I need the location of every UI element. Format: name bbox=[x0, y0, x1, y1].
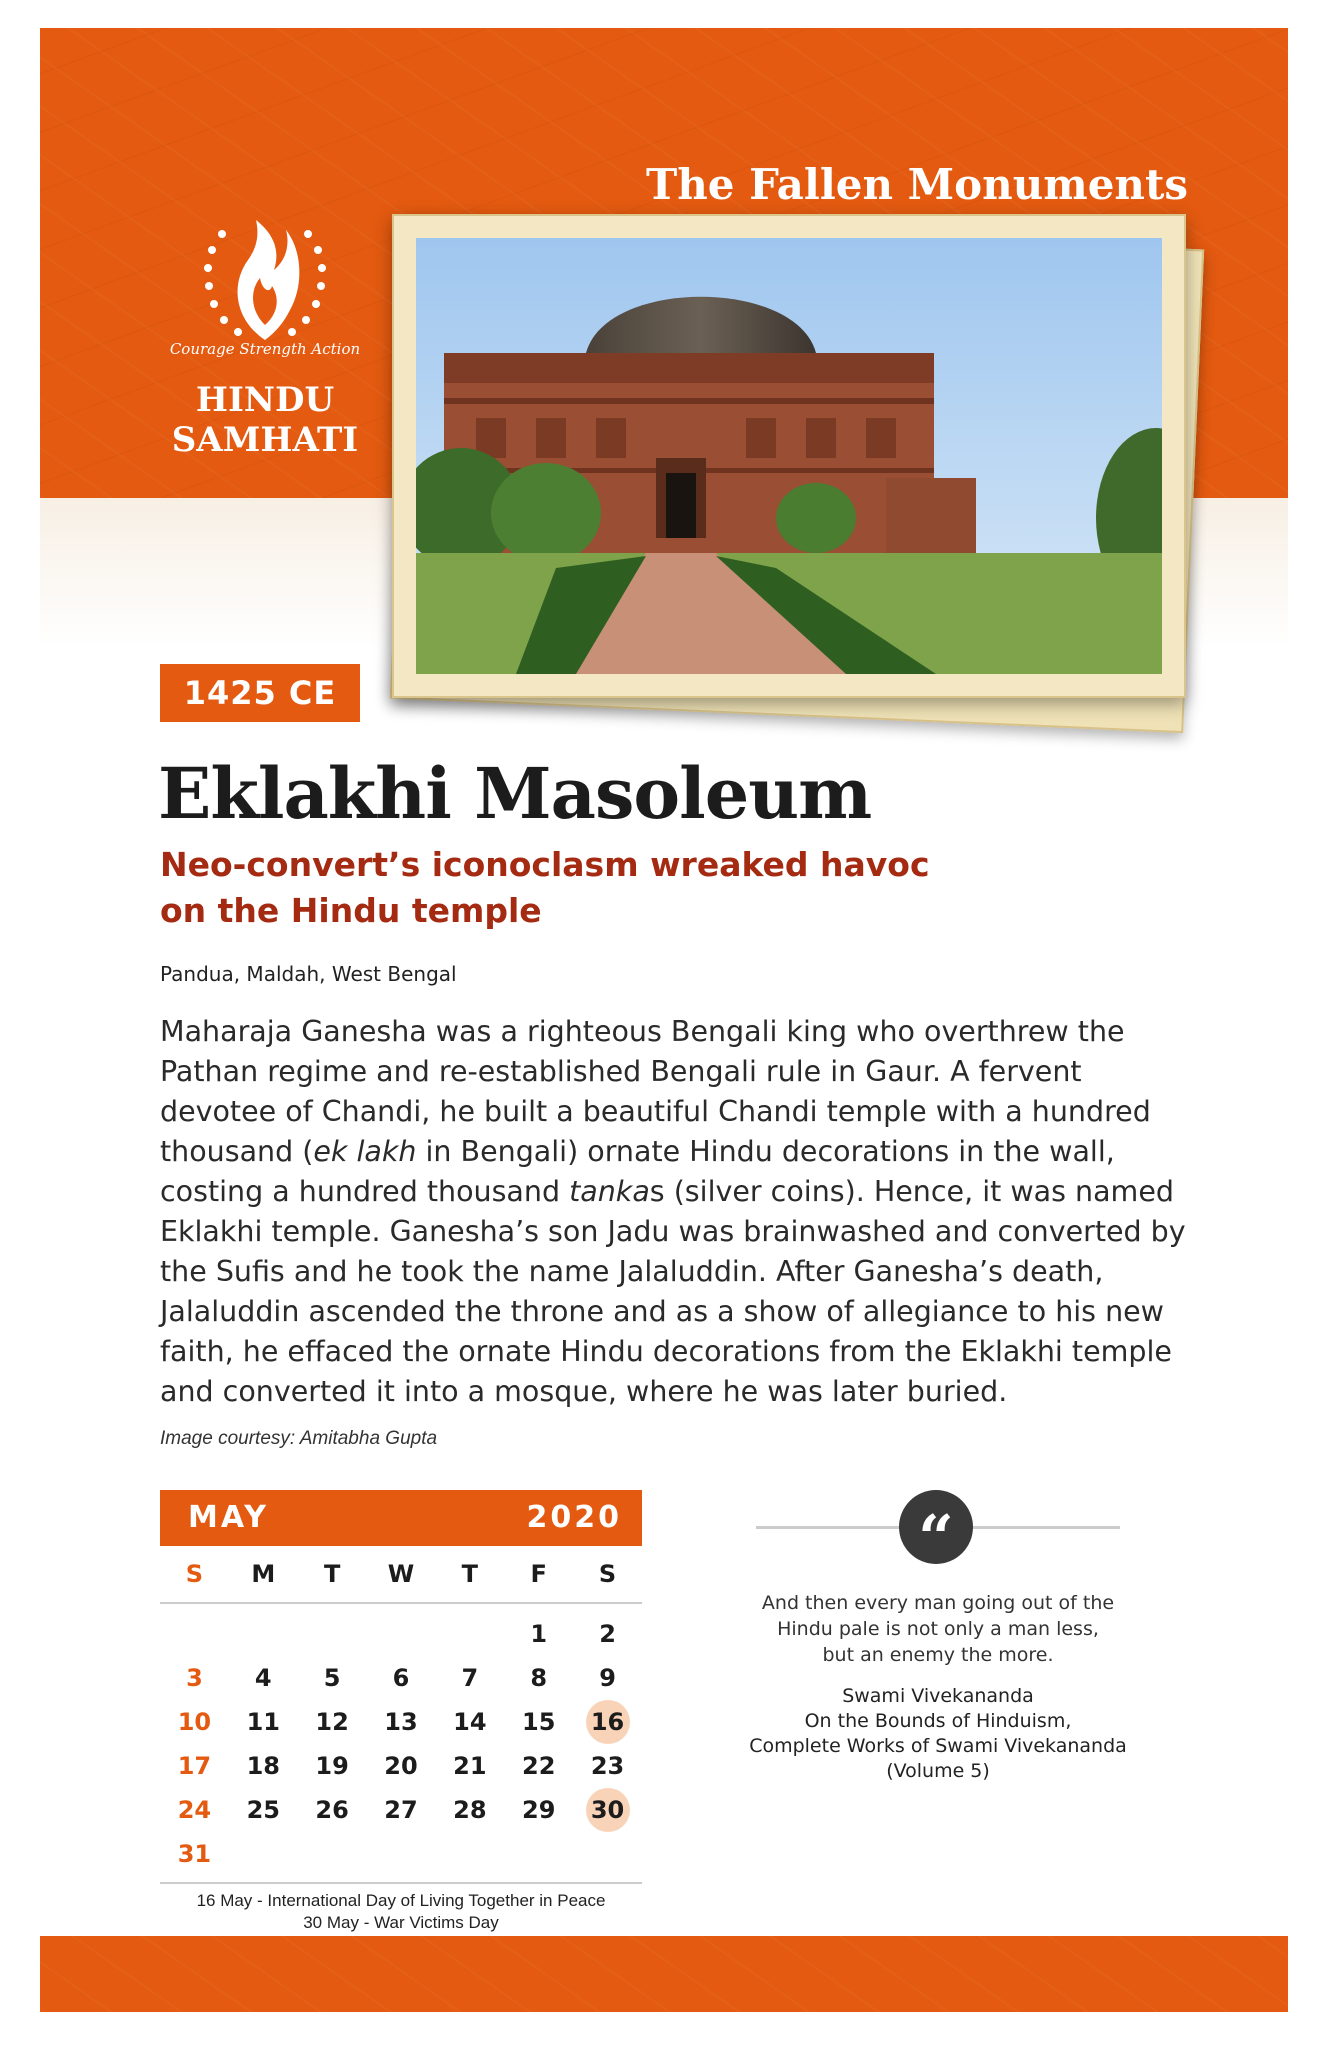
calendar-day: 25 bbox=[246, 1796, 280, 1824]
calendar-day: 6 bbox=[392, 1664, 410, 1692]
calendar-day: 27 bbox=[384, 1796, 418, 1824]
weekday-sunday: S bbox=[185, 1560, 204, 1588]
calendar-day: 8 bbox=[530, 1664, 548, 1692]
body-text-2: in Bengali) ornate Hindu decorations in the wall, costing a hundred thousand bbox=[160, 1135, 1115, 1208]
page-title: Eklakhi Masoleum bbox=[158, 752, 872, 835]
calendar-day: 29 bbox=[522, 1796, 556, 1824]
calendar-day: 17 bbox=[177, 1752, 212, 1780]
weekday-thursday: T bbox=[461, 1560, 479, 1588]
calendar-day: 28 bbox=[453, 1796, 487, 1824]
calendar-day-highlighted bbox=[573, 1788, 642, 1832]
image-courtesy: Image courtesy: Amitabha Gupta bbox=[160, 1428, 438, 1449]
quote-source-1: On the Bounds of Hinduism, bbox=[804, 1710, 1072, 1732]
quote-text bbox=[736, 1590, 1140, 1668]
photo-frame bbox=[392, 214, 1186, 698]
calendar-day: 12 bbox=[315, 1708, 349, 1736]
calendar-day: 9 bbox=[599, 1664, 616, 1692]
calendar-days bbox=[160, 1604, 642, 1876]
calendar-day: 11 bbox=[246, 1708, 280, 1736]
calendar-day-highlighted bbox=[573, 1700, 642, 1744]
highlight-circle: 16 bbox=[586, 1700, 630, 1744]
calendar-day: 23 bbox=[590, 1752, 625, 1780]
calendar-day: 20 bbox=[384, 1752, 418, 1780]
highlight-circle: 30 bbox=[586, 1788, 630, 1832]
calendar-day: 14 bbox=[453, 1708, 487, 1736]
footer-band bbox=[40, 1936, 1288, 2012]
calendar-day bbox=[367, 1612, 436, 1656]
calendar-weekdays bbox=[160, 1546, 642, 1604]
body-text-1: Maharaja Ganesha was a righteous Bengali king who overthrew the Pathan regime and re-established Bengali rule in Gaur. A fervent devotee of Chandi, he built a beautiful Chandi temple with a hundred thousand ( bbox=[160, 1015, 1151, 1168]
hindu-samhati-logo bbox=[150, 190, 380, 470]
calendar-day: 5 bbox=[323, 1664, 341, 1692]
calendar-year: 2020 bbox=[526, 1500, 622, 1535]
logo-name bbox=[150, 380, 380, 460]
subtitle-line1: Neo-convert’s iconoclasm wreaked havoc bbox=[160, 845, 930, 884]
calendar-day: 19 bbox=[315, 1752, 349, 1780]
subtitle bbox=[160, 842, 960, 934]
calendar-note: 30 May - War Victims Day bbox=[303, 1913, 499, 1932]
weekday-friday: F bbox=[530, 1560, 547, 1588]
body-text-3: s (silver coins). Hence, it was named Eklakhi temple. Ganesha’s son Jadu was brainwashed and converted by the Sufis and he took the name Jalaluddin. After Ganesha’s death, Jalaluddin ascended the throne and as a show of allegiance to his new faith, he effaced the ornate Hindu decorations from the Eklakhi temple and converted it into a mosque, where he was later buried. bbox=[160, 1175, 1186, 1408]
subtitle-line2: on the Hindu temple bbox=[160, 891, 542, 930]
calendar-day: 21 bbox=[453, 1752, 487, 1780]
calendar-day bbox=[435, 1612, 504, 1656]
calendar-day: 22 bbox=[522, 1752, 556, 1780]
quote-line-1: And then every man going out of the bbox=[761, 1592, 1115, 1614]
calendar-month: MAY bbox=[188, 1500, 269, 1535]
calendar-day: 10 bbox=[177, 1708, 212, 1736]
quote-mark-icon: “ bbox=[899, 1490, 973, 1564]
series-title: The Fallen Monuments bbox=[646, 160, 1188, 209]
calendar-day: 13 bbox=[384, 1708, 418, 1736]
calendar-day: 1 bbox=[530, 1620, 548, 1648]
logo-name-line2: SAMHATI bbox=[171, 420, 359, 460]
logo-name-line1: HINDU bbox=[195, 380, 335, 420]
weekday-tuesday: T bbox=[323, 1560, 341, 1588]
calendar-day: 3 bbox=[186, 1664, 203, 1692]
calendar-day: 31 bbox=[177, 1840, 212, 1868]
calendar-day: 2 bbox=[599, 1620, 616, 1648]
weekday-monday: M bbox=[251, 1560, 276, 1588]
quote-author: Swami Vivekananda bbox=[842, 1685, 1034, 1707]
calendar bbox=[160, 1490, 642, 1934]
year-badge: 1425 CE bbox=[160, 664, 360, 722]
calendar-header bbox=[160, 1490, 642, 1546]
quote-attribution bbox=[726, 1684, 1150, 1784]
calendar-notes bbox=[160, 1882, 642, 1934]
calendar-day: 7 bbox=[461, 1664, 479, 1692]
calendar-day: 4 bbox=[254, 1664, 272, 1692]
quote-source-3: (Volume 5) bbox=[886, 1760, 990, 1782]
calendar-day: 15 bbox=[522, 1708, 556, 1736]
calendar-day bbox=[229, 1612, 298, 1656]
calendar-day: 18 bbox=[246, 1752, 280, 1780]
calendar-day: 26 bbox=[315, 1796, 349, 1824]
flame-icon bbox=[200, 190, 330, 360]
monument-photo bbox=[416, 238, 1162, 674]
calendar-day bbox=[298, 1612, 367, 1656]
location: Pandua, Maldah, West Bengal bbox=[160, 962, 457, 986]
weekday-wednesday: W bbox=[387, 1560, 415, 1588]
quote-line-3: but an enemy the more. bbox=[822, 1644, 1054, 1666]
quote-source-2: Complete Works of Swami Vivekananda bbox=[749, 1735, 1127, 1757]
weekday-saturday: S bbox=[598, 1560, 617, 1588]
body-emphasis-ek-lakh: ek lakh bbox=[313, 1135, 417, 1168]
quote-line-2: Hindu pale is not only a man less, bbox=[777, 1618, 1099, 1640]
calendar-day: 24 bbox=[177, 1796, 212, 1824]
article-body bbox=[160, 1012, 1200, 1412]
calendar-note: 16 May - International Day of Living Together in Peace bbox=[196, 1891, 606, 1910]
logo-motto: Courage Strength Action bbox=[169, 340, 361, 358]
calendar-day bbox=[160, 1612, 229, 1656]
body-emphasis-tanka: tanka bbox=[569, 1175, 650, 1208]
